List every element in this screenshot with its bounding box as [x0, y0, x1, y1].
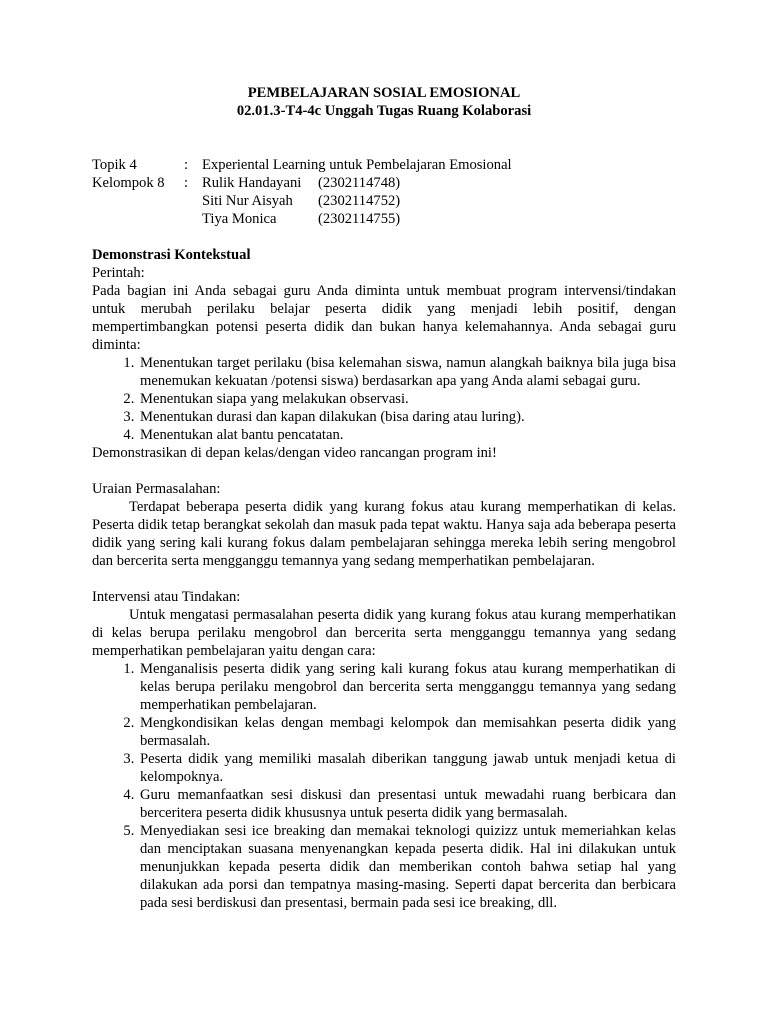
intervensi-text: Untuk mengatasi permasalahan peserta didik yang kurang fokus atau kurang memperhatikan di kelas berupa perilaku mengobrol dan bercerita serta mengganggu temannya yang sedang memperhatikan pembelajaran yaitu dengan cara:: [92, 607, 676, 659]
member-entry: [202, 174, 400, 192]
member-id: (2302114748): [318, 175, 401, 191]
uraian-label: Uraian Permasalahan:: [92, 481, 221, 497]
member-name: Rulik Handayani: [202, 175, 302, 191]
document-page: [92, 84, 676, 912]
member-row: [92, 192, 676, 210]
demo-intro: Pada bagian ini Anda sebagai guru Anda diminta untuk membuat program intervensi/tindakan untuk merubah perilaku belajar peserta didik yang menjadi lebih positif, dengan mempertimbangkan potensi peserta didik dan bukan hanya kelemahannya. Anda sebagai guru diminta:: [92, 283, 676, 353]
member-name: Siti Nur Aisyah: [202, 193, 293, 209]
list-item: 2. Menentukan siapa yang melakukan observasi.: [138, 390, 676, 408]
demo-closing: Demonstrasikan di depan kelas/dengan video rancangan program ini!: [92, 445, 497, 461]
section-heading-demonstrasi: Demonstrasi Kontekstual: [92, 247, 251, 263]
meta-separator: :: [184, 175, 189, 191]
perintah-label: Perintah:: [92, 265, 145, 281]
topik-row: [92, 156, 676, 174]
list-item: 2. Mengkondisikan kelas dengan membagi kelompok dan memisahkan peserta didik yang bermasalah.: [138, 714, 676, 750]
topik-label: Topik 4: [92, 157, 137, 173]
document-subtitle: 02.01.3-T4-4c Unggah Tugas Ruang Kolaborasi: [236, 103, 532, 119]
list-item: 1. Menganalisis peserta didik yang sering kali kurang fokus atau kurang memperhatikan di kelas berupa perilaku mengobrol dan bercerita serta mengganggu temannya yang sedang memperhatikan pembelajaran.: [138, 660, 676, 714]
intervensi-list: [92, 660, 676, 912]
list-item: 1. Menentukan target perilaku (bisa kelemahan siswa, namun alangkah baiknya bila juga bisa menemukan kekuatan /potensi siswa) berdasarkan apa yang Anda alami sebagai guru.: [138, 354, 676, 390]
member-row: [92, 210, 676, 228]
intervensi-label: Intervensi atau Tindakan:: [92, 589, 241, 605]
demo-task-list: [92, 354, 676, 444]
member-id: (2302114755): [318, 211, 401, 227]
member-id: (2302114752): [318, 193, 401, 209]
meta-block: [92, 156, 676, 228]
list-item: 3. Menentukan durasi dan kapan dilakukan (bisa daring atau luring).: [138, 408, 676, 426]
document-title: PEMBELAJARAN SOSIAL EMOSIONAL: [247, 85, 521, 101]
list-item: 5. Menyediakan sesi ice breaking dan memakai teknologi quizizz untuk memeriahkan kelas dan menciptakan suasana menyenangkan kepada peserta didik. Hal ini dilakukan untuk menunjukkan kepada peserta didik dan memberikan contoh bahwa setiap hal yang dilakukan ada porsi dan tempatnya masing-masing. Seperti dapat bercerita dan berbicara pada sesi berdiskusi dan presentasi, bermain pada sesi ice breaking, dll.: [138, 822, 676, 912]
topik-value: Experiental Learning untuk Pembelajaran Emosional: [202, 157, 512, 173]
list-item: 4. Menentukan alat bantu pencatatan.: [138, 426, 676, 444]
member-entry: [202, 192, 400, 210]
list-item: 4. Guru memanfaatkan sesi diskusi dan presentasi untuk mewadahi ruang berbicara dan berceritera peserta didik khususnya untuk peserta didik yang bermasalah.: [138, 786, 676, 822]
list-item: 3. Peserta didik yang memiliki masalah diberikan tanggung jawab untuk menjadi ketua di kelompoknya.: [138, 750, 676, 786]
kelompok-label: Kelompok 8: [92, 175, 165, 191]
member-name: Tiya Monica: [202, 211, 277, 227]
uraian-text: Terdapat beberapa peserta didik yang kurang fokus atau kurang memperhatikan di kelas. Peserta didik tetap berangkat sekolah dan masuk pada tepat waktu. Hanya saja ada beberapa peserta didik yang sering kali kurang fokus dalam pembelajaran sehingga mereka lebih sering mengobrol dan bercerita serta mengganggu temannya yang sedang memperhatikan pembelajaran.: [92, 499, 676, 569]
member-entry: [202, 210, 400, 228]
meta-separator: :: [184, 157, 189, 173]
kelompok-row: [92, 174, 676, 192]
